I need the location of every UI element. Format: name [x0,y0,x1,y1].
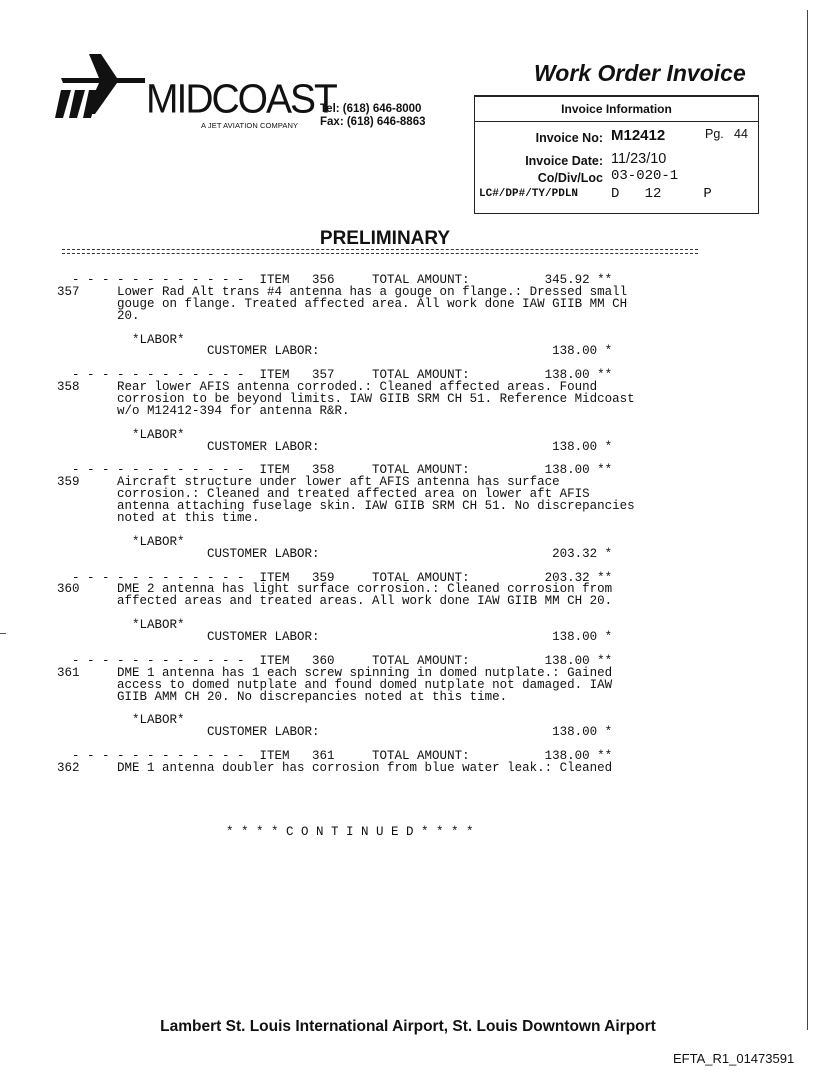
invoice-line: corrosion to be beyond limits. IAW GIIB SRM CH 51. Reference Midcoast [57,392,635,406]
phone-number: Tel: (618) 646-8000 [320,103,422,115]
invoice-line: affected areas and treated areas. All work done IAW GIIB MM CH 20. [57,594,613,609]
invoice-line: corrosion.: Cleaned and treated affected area on lower aft AFIS [57,487,590,502]
invoice-no-value: M12412 [611,127,666,144]
invoice-line: CUSTOMER LABOR: 138.00 * [57,439,613,454]
page-number: 44 [734,127,748,141]
invoice-line: *LABOR* [57,618,185,633]
invoice-info-heading: Invoice Information [475,97,758,122]
invoice-line: 360 DME 2 antenna has light surface corrosion.: Cleaned corrosion from [57,582,613,597]
invoice-line: access to domed nutplate and found domed nutplate not damaged. IAW [57,677,613,692]
contact-block [320,103,425,129]
lc-value: D 12 P [611,186,712,202]
invoice-line: CUSTOMER LABOR: 138.00 * [57,630,613,644]
footer-locations: Lambert St. Louis International Airport, St. Louis Downtown Airport [160,1018,656,1035]
continued-marker: * * * * C O N T I N U E D * * * * [226,825,474,839]
invoice-line: antenna attaching fuselage skin. IAW GIIB SRM CH 51. No discrepancies [57,499,635,514]
invoice-line: 359 Aircraft structure under lower aft AFIS antenna has surface [57,475,560,490]
invoice-info-box [474,95,759,214]
invoice-no-label: Invoice No: [535,131,603,145]
invoice-line: - - - - - - - - - - - - ITEM 361 TOTAL AMOUNT: 138.00 ** [57,749,613,763]
invoice-line: - - - - - - - - - - - - ITEM 356 TOTAL AMOUNT: 345.92 ** [57,273,613,287]
invoice-line: - - - - - - - - - - - - ITEM 359 TOTAL AMOUNT: 203.32 ** [57,570,613,585]
invoice-line: 362 DME 1 antenna doubler has corrosion from blue water leak.: Cleaned [57,760,613,775]
invoice-line: - - - - - - - - - - - - ITEM 360 TOTAL AMOUNT: 138.00 ** [57,653,613,668]
invoice-line: *LABOR* [57,713,185,728]
invoice-line: - - - - - - - - - - - - ITEM 358 TOTAL AMOUNT: 138.00 ** [57,463,613,478]
invoice-line: 357 Lower Rad Alt trans #4 antenna has a gouge on flange.: Dressed small [57,284,628,299]
document-id: EFTA_R1_01473591 [673,1051,795,1066]
page-label: Pg. [705,127,724,141]
lc-label: LC#/DP#/TY/PDLN [479,188,579,200]
invoice-line: w/o M12412-394 for antenna R&R. [57,403,350,418]
midcoast-logo-icon [55,52,145,122]
header-divider [62,249,698,254]
invoice-line: 20. [57,308,140,323]
invoice-line: *LABOR* [57,427,185,442]
invoice-line: noted at this time. [57,511,260,525]
preliminary-title: PRELIMINARY [319,228,451,249]
invoice-line: *LABOR* [57,534,185,549]
invoice-date-value: 11/23/10 [611,151,667,167]
codivloc-label: Co/Div/Loc [537,171,603,185]
invoice-line: 361 DME 1 antenna has 1 each screw spinning in domed nutplate.: Gained [57,665,613,680]
invoice-line: 358 Rear lower AFIS antenna corroded.: Cleaned affected areas. Found [57,380,598,395]
codivloc-value: 03-020-1 [611,168,679,184]
invoice-line: *LABOR* [57,332,185,347]
invoice-line: gouge on flange. Treated affected area. All work done IAW GIIB MM CH [57,296,628,311]
brand-name: MIDCOAST [146,76,336,123]
page-edge-line [807,10,808,1030]
invoice-date-label: Invoice Date: [525,154,603,168]
invoice-line: CUSTOMER LABOR: 138.00 * [57,725,613,740]
invoice-line: CUSTOMER LABOR: 138.00 * [57,344,613,359]
fax-number: Fax: (618) 646-8863 [320,116,426,128]
invoice-line: GIIB AMM CH 20. No discrepancies noted at this time. [57,689,508,704]
document-title: Work Order Invoice [534,60,746,86]
margin-tick [0,633,6,634]
invoice-line: - - - - - - - - - - - - ITEM 357 TOTAL AMOUNT: 138.00 ** [57,368,613,383]
brand-tagline: A JET AVIATION COMPANY [201,121,299,130]
invoice-line: CUSTOMER LABOR: 203.32 * [57,546,613,561]
